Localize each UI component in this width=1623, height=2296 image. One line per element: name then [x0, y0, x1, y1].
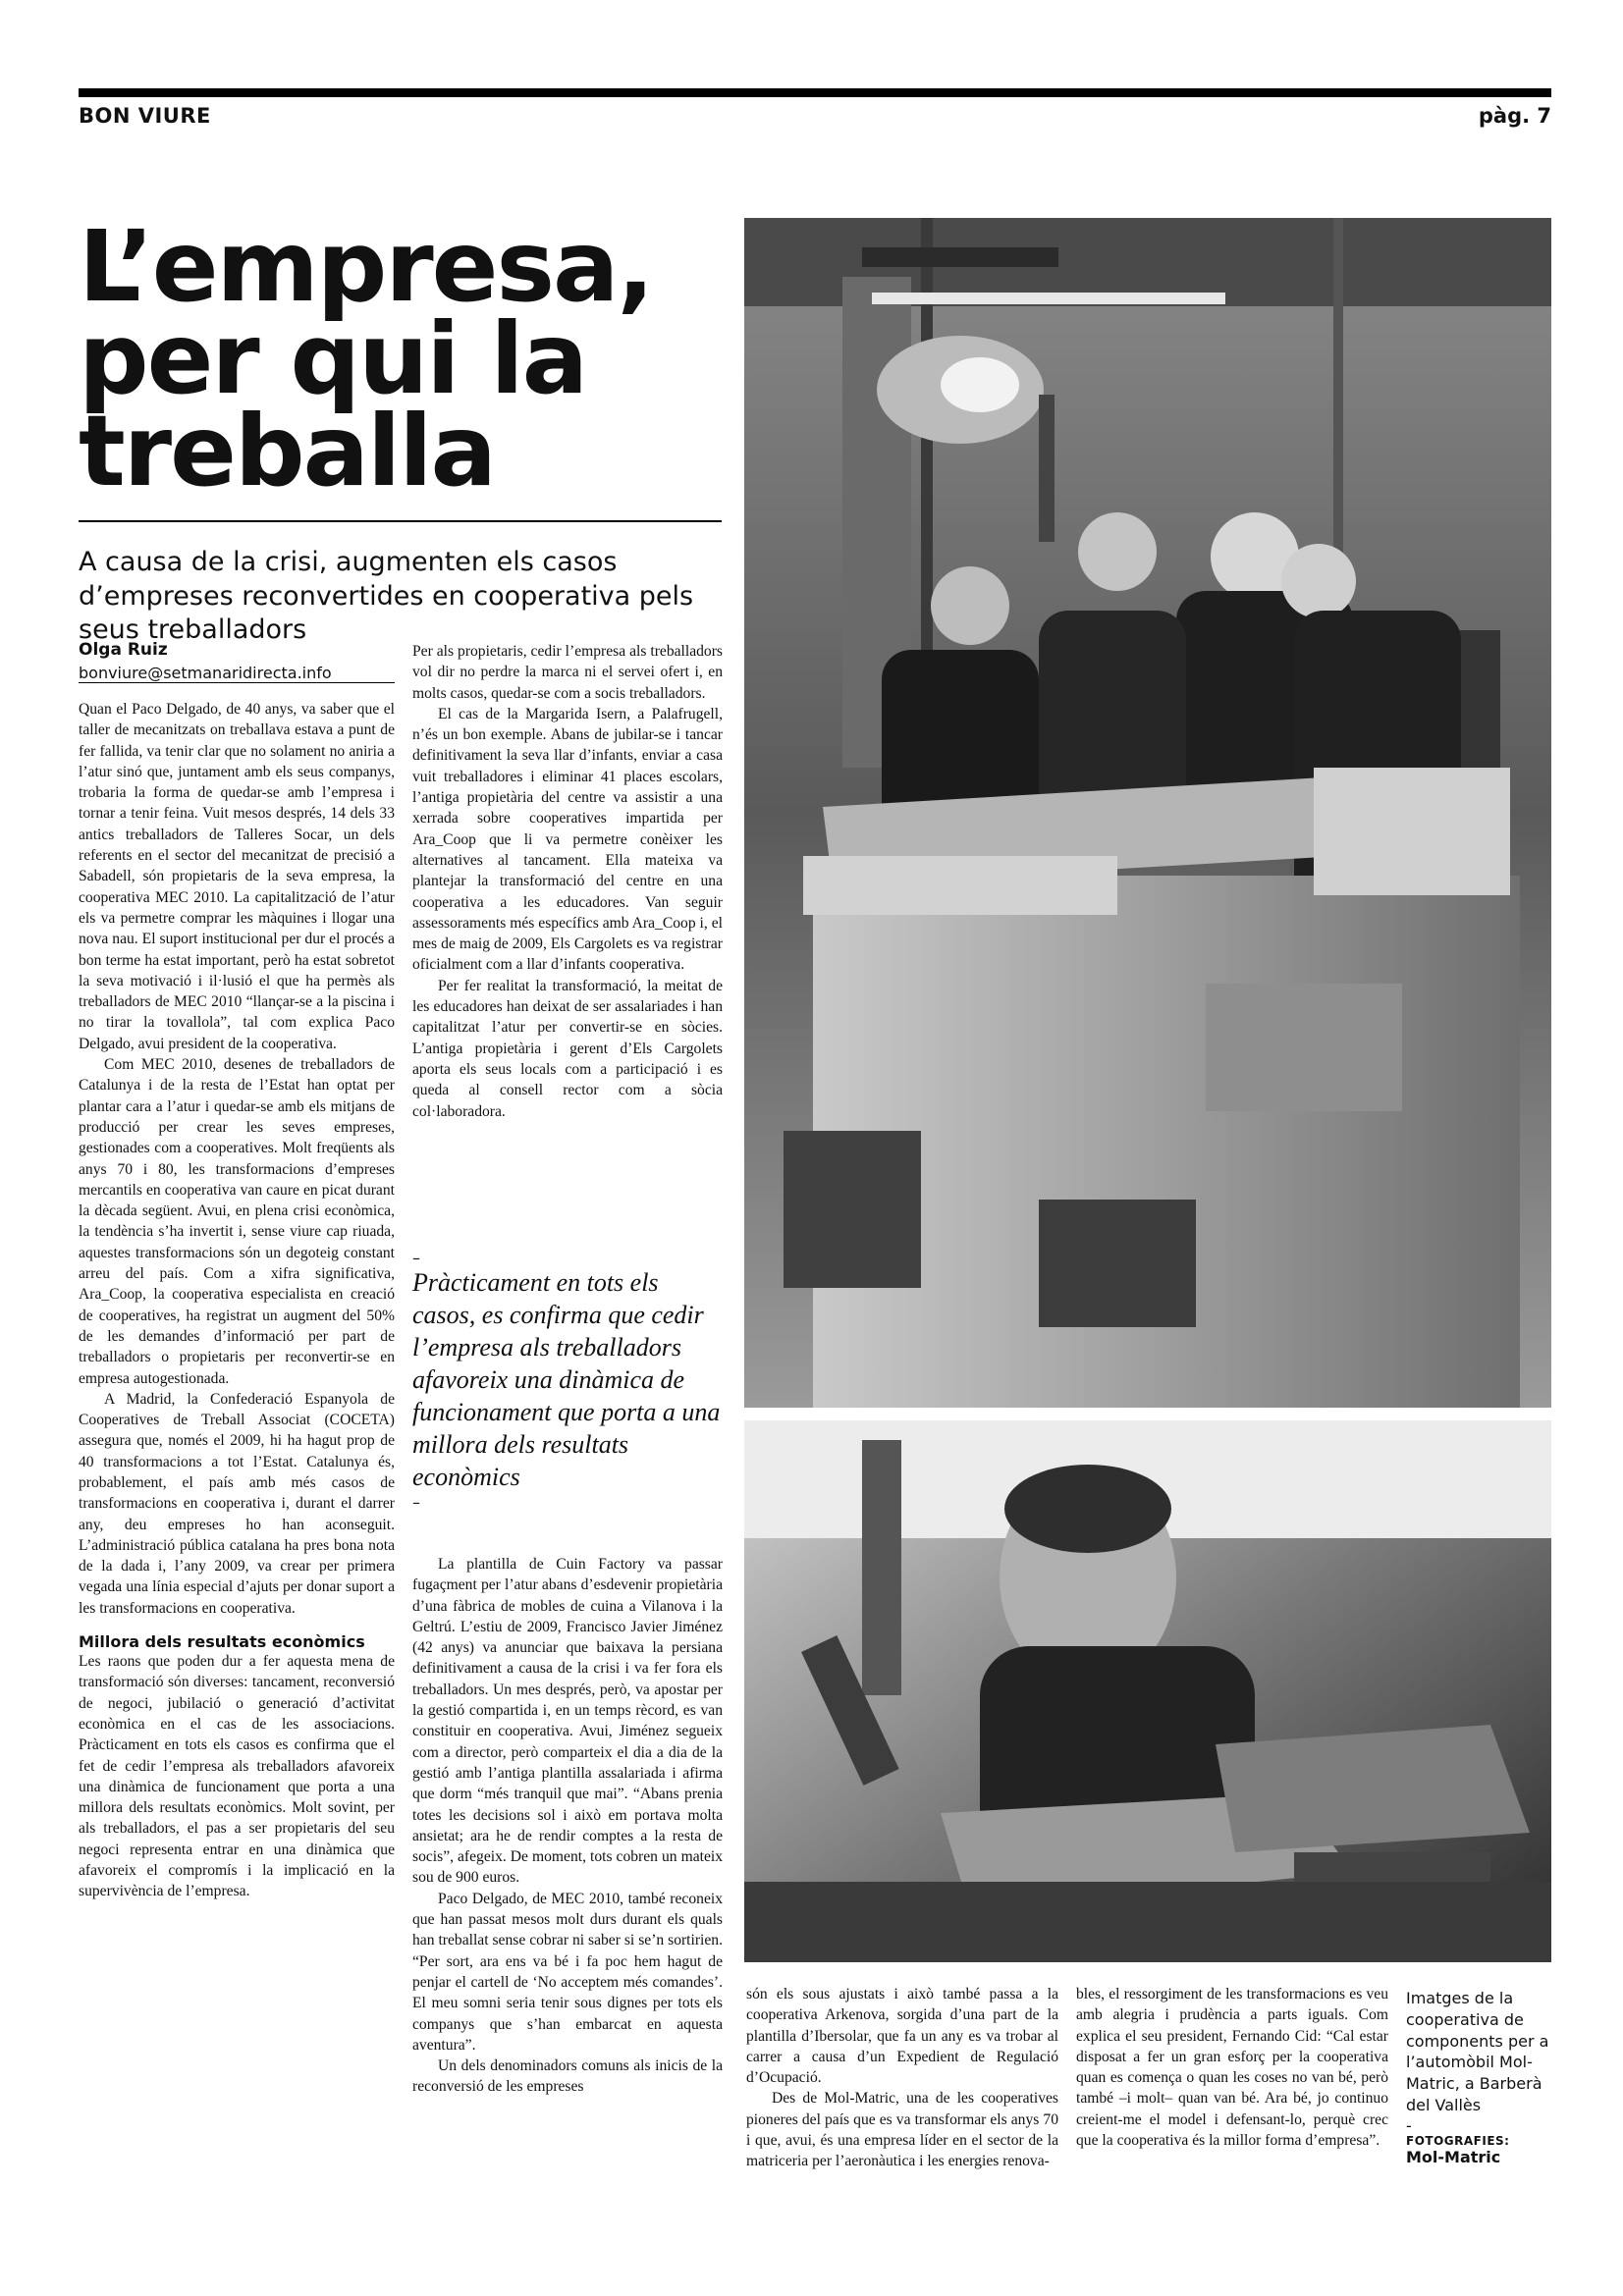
top-rule: [79, 88, 1551, 97]
body-column-2: [412, 641, 723, 1122]
photo-worker-tool-image: [744, 1420, 1551, 1962]
photo-workers-machine: [744, 218, 1551, 1408]
paragraph: són els sous ajustats i això també passa a la cooperativa Arkenova, sorgida d’una part de la plantilla d’Ibersolar, que fa un any es va trobar al carrer a causa d’un Expedient de Regulació d’Ocupació.: [746, 1986, 1058, 2087]
body-column-4: [1076, 1984, 1388, 2151]
paragraph: Per fer realitat la transformació, la meitat de les educadores han deixat de ser assalariades i han capitalitzat l’atur per convertir-se en sòcies. L’antiga propietària i gerent d’Els Cargolets aporta els seus locals com a participació i es queda al consell rector com a sòcia col·laboradora.: [412, 977, 723, 1120]
pull-quote: [412, 1249, 727, 1511]
photo-credit-label: FOTOGRAFIES:: [1406, 2133, 1510, 2148]
pull-quote-text: Pràcticament en tots els casos, es confirma que cedir l’empresa als treballadors afavoreix una dinàmica de funcionament que porta a una millora dels resultats econòmics: [412, 1268, 721, 1492]
headline-line-2: per qui la: [79, 301, 587, 416]
paragraph: bles, el ressorgiment de les transformacions es veu amb alegria i prudència a parts iguals. Com explica el seu president, Fernando Cid: “Cal estar disposat a fer un gran esforç per la cooperativa quan es comença o quan les coses no van bé, però també –i molt– quan van bé. Ara bé, jo continuo creient-me el model i defensant-lo, perquè crec que la cooperativa és la millor forma d’empresa”.: [1076, 1986, 1388, 2150]
quote-dash-top: –: [412, 1249, 420, 1267]
photo-workers-machine-image: [744, 218, 1551, 1408]
headline-line-3: treballa: [79, 394, 496, 508]
paragraph: Les raons que poden dur a fer aquesta mena de transformació són diverses: tancament, reconversió de negoci, jubilació o generació d’activitat econòmica en el cas de les associacions. Pràcticament en tots els casos es confirma que el fet de cedir l’empresa als treballadors afavoreix una dinàmica de funcionament que porta a una millora dels resultats econòmics. Molt sovint, per als treballadors, el pas a ser propietaris del seu negoci representa entrar en una dinàmica que afavoreix el compromís i la implicació en la supervivència de l’empresa.: [79, 1653, 395, 1900]
paragraph: Quan el Paco Delgado, de 40 anys, va saber que el taller de mecanitzats on treballava estava a punt de fer fallida, va tenir clar que no solament no aniria a l’atur sinó que, juntament amb els seus companys, trobaria la forma de quedar-se amb l’empresa i tornar a tenir feina. Vuit mesos després, 14 dels 33 antics treballadors de Talleres Socar, un dels referents en el sector del mecanitzat de precisió a Sabadell, són propietaris de la seva empresa, la cooperativa MEC 2010. La capitalització de l’atur els va permetre comprar les màquines i llogar una nova nau. El suport institucional per dur el procés a bon terme ha estat important, però ha estat sobretot la seva motivació i il·lusió el que ha permès als treballadors de MEC 2010 “llançar-se a la piscina i no tirar la tovallola”, tal com explica Paco Delgado, avui president de la cooperativa.: [79, 701, 395, 1052]
photo-worker-tool: [744, 1420, 1551, 1962]
photo-caption: [1406, 1988, 1553, 2166]
paragraph: A Madrid, la Confederació Espanyola de Cooperatives de Treball Associat (COCETA) assegura que, només el 2009, hi ha hagut prop de 40 transformacions a tot l’Estat. Catalunya és, probablement, el país amb més casos de transformacions en cooperativa i, durant el darrer any, deu empreses ho han aconseguit. L’administració pública catalana ha pres bona nota de la dada i, l’any 2009, va crear per primera vegada una línia especial d’ajuts per donar suport a les transformacions en cooperativa.: [79, 1390, 395, 1617]
section-subtitle: Millora dels resultats econòmics: [79, 1632, 365, 1652]
headline: [79, 209, 746, 508]
body-column-2-continued: [412, 1554, 723, 2098]
body-column-1: [79, 699, 395, 1902]
paragraph: Un dels denominadors comuns als inicis de la reconversió de les empreses: [412, 2057, 723, 2096]
paragraph: La plantilla de Cuin Factory va passar fugaçment per l’atur abans d’esdevenir propietària d’una fàbrica de mobles de cuina a Vilanova i la Geltrú. L’estiu de 2009, Francisco Javier Jiménez (42 anys) va anunciar que baixava la persiana definitivament a causa de la crisi i va fer fora els treballadors. Un mes després, però, va apostar per la gestió compartida i, en un temps rècord, es van constituir en cooperativa. Avui, Jiménez segueix com a director, però comparteix el dia a dia de la gestió amb l’antiga plantilla assalariada i afirma que dorm “més tranquil que mai”. “Abans prenia totes les decisions sol i això em portava molta ansietat; ara he de rendir comptes a la resta de socis”, afegeix. De moment, tots cobren un mateix sou de 900 euros.: [412, 1556, 723, 1887]
caption-dash: -: [1406, 2115, 1412, 2135]
photo-credit-source: Mol-Matric: [1406, 2147, 1501, 2166]
body-column-3: [746, 1984, 1058, 2172]
headline-rule: [79, 520, 722, 522]
byline-rule: [79, 682, 395, 683]
paragraph: El cas de la Margarida Isern, a Palafrugell, n’és un bon exemple. Abans de jubilar-se i tancar definitivament la seva llar d’infants, enviar a casa vuit treballadores i eliminar 41 places escolars, l’antiga propietària del centre va assistir a una xerrada sobre cooperatives impartida per Ara_Coop que li va permetre conèixer les alternatives al tancament. Ella mateixa va plantejar la transformació del centre en una cooperativa a les educadores. Van seguir assessoraments més específics amb Ara_Coop i, el mes de maig de 2009, Els Cargolets es va registrar oficialment com a llar d’infants cooperativa.: [412, 705, 723, 974]
byline-author: Olga Ruiz: [79, 640, 168, 660]
byline-email[interactable]: bonviure@setmanaridirecta.info: [79, 664, 332, 682]
paragraph: Com MEC 2010, desenes de treballadors de Catalunya i de la resta de l’Estat han optat per plantar cara a l’atur i quedar-se amb els mitjans de producció per crear les seves empreses, gestionades com a cooperatives. Molt freqüents als anys 70 i 80, les transformacions d’empreses mercantils en cooperativa van caure en picat durant la dècada següent. Avui, en plena crisi econòmica, la tendència s’ha invertit i, sense viure cap riuada, aquestes transformacions són un degoteig constant arreu del país. Com a xifra significativa, Ara_Coop, la cooperativa especialista en creació de cooperatives, ha registrat un augment del 50% de les demandes d’informació per part de treballadors o propietaris per reconvertir-se en empresa autogestionada.: [79, 1056, 395, 1387]
paragraph: Des de Mol-Matric, una de les cooperatives pioneres del país que es va transformar els anys 70 i que, avui, és una empresa líder en el sector de la matriceria per l’aeronàutica i les energies renova-: [746, 2090, 1058, 2170]
caption-text: Imatges de la cooperativa de components per a l’automòbil Mol-Matric, a Barberà del Vallès: [1406, 1989, 1549, 2114]
page-number: pàg. 7: [1478, 104, 1551, 128]
headline-line-1: L’empresa,: [79, 209, 653, 324]
paragraph: Paco Delgado, de MEC 2010, també reconeix que han passat mesos molt durs durant els quals han treballat sense cobrar ni saber si se’n sortirien. “Per sort, ara ens va bé i fa poc hem hagut de penjar el cartell de ‘No acceptem més comandes’. El meu somni seria tenir sous dignes per tots els companys que s’han embarcat en aquesta aventura”.: [412, 1890, 723, 2054]
section-name: BON VIURE: [79, 104, 211, 128]
subheadline: A causa de la crisi, augmenten els casos d’empreses reconvertides en cooperativa pels seus treballadors: [79, 547, 694, 646]
quote-dash-bottom: –: [412, 1493, 420, 1513]
paragraph: Per als propietaris, cedir l’empresa als treballadors vol dir no perdre la marca ni el servei ofert i, en molts casos, quedar-se com a socis treballadors.: [412, 643, 723, 702]
